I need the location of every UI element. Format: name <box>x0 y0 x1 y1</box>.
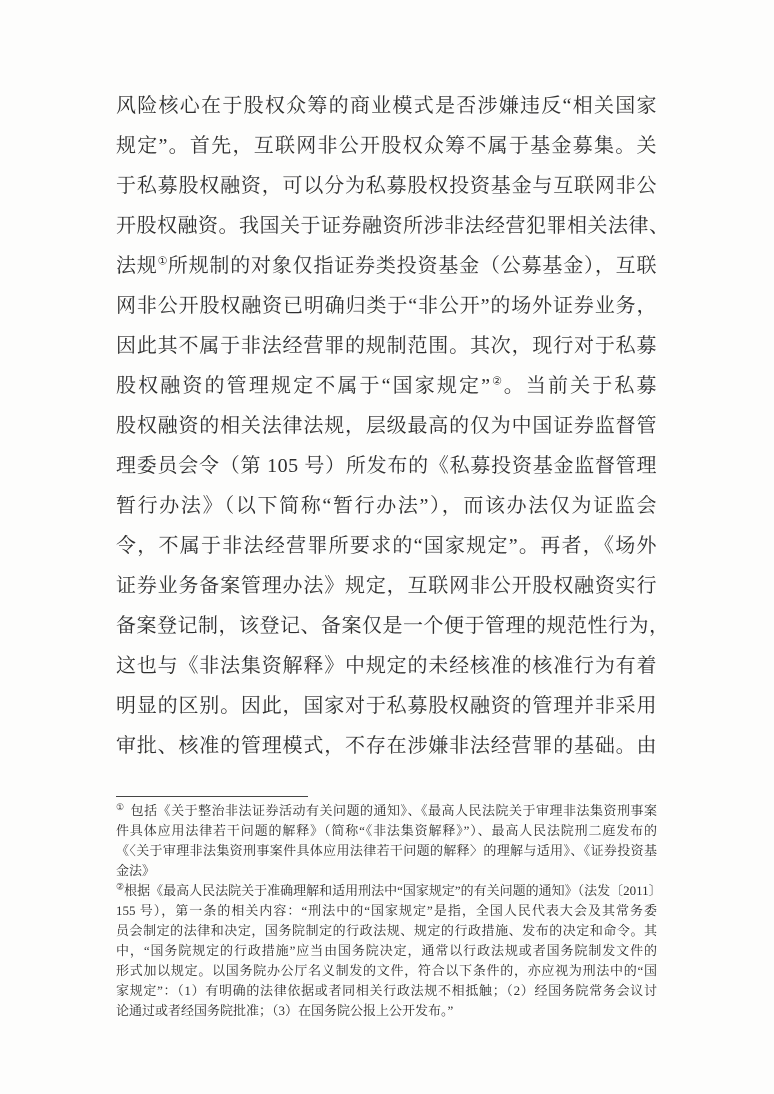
footnote-2 <box>116 881 662 1021</box>
body-text-line: 于私募股权融资，可以分为私募股权投资基金与互联网非公 <box>116 175 657 197</box>
body-text-line: 明显的区别。因此，国家对于私募股权融资的管理并非采用 <box>116 695 657 717</box>
footnote-text-line: ① 包括《关于整治非法证券活动有关问题的通知》、《最高人民法院关于审理非法集资刑事案 <box>116 801 657 818</box>
footnote-text-line: 形式加以规定。以国务院办公厅名义制发的文件，符合以下条件的，亦应视为刑法中的“国 <box>116 963 657 978</box>
body-text-line: 风险核心在于股权众筹的商业模式是否涉嫌违反“相关国家 <box>116 95 657 117</box>
body-text-line: 审批、核准的管理模式，不存在涉嫌非法经营罪的基础。由 <box>116 735 657 757</box>
footnote-reference-marker: ② <box>490 375 504 388</box>
footnote-text-line: 家规定”：（1）有明确的法律依据或者同相关行政法规不相抵触；（2）经国务院常务会议讨 <box>116 983 657 998</box>
footnote-marker: ① <box>116 801 125 812</box>
footnote-marker: ② <box>116 881 125 892</box>
body-text-line: 备案登记制，该登记、备案仅是一个便于管理的规范性行为， <box>116 615 670 637</box>
body-text-line: 股权融资的相关法律法规，层级最高的仅为中国证券监督管 <box>116 415 657 437</box>
body-text-line: 证券业务备案管理办法》规定，互联网非公开股权融资实行 <box>116 575 657 597</box>
footnote-text-line: 论通过或者经国务院批准；（3）在国务院公报上公开发布。” <box>116 1003 454 1018</box>
footnote-reference-marker: ① <box>157 255 168 268</box>
footnote-text-line: ②根据《最高人民法院关于准确理解和适用刑法中“国家规定”的有关问题的通知》（法发〔2011〕 <box>116 881 662 898</box>
footnote-text-line: 金法》 <box>116 863 156 878</box>
body-text-line: 网非公开股权融资已明确归类于“非公开”的场外证券业务， <box>116 295 657 317</box>
body-text-line: 暂行办法》（以下简称“暂行办法”），而该办法仅为证监会 <box>116 495 657 517</box>
body-text-line: 法规①所规制的对象仅指证券类投资基金（公募基金），互联 <box>116 255 657 277</box>
body-paragraph <box>116 86 670 766</box>
body-text-line: 开股权融资。我国关于证券融资所涉非法经营犯罪相关法律、 <box>116 215 670 237</box>
body-text-line: 因此其不属于非法经营罪的规制范围。其次，现行对于私募 <box>116 335 657 357</box>
body-text-line: 这也与《非法集资解释》中规定的未经核准的核准行为有着 <box>116 655 657 677</box>
footnote-text-line: 件具体应用法律若干问题的解释》（简称“《非法集资解释》”）、最高人民法院刑二庭发布的 <box>116 823 657 838</box>
footnote-text-line: 员会制定的法律和决定，国务院制定的行政法规、规定的行政措施、发布的决定和命令。其 <box>116 923 657 938</box>
body-text-line: 股权融资的管理规定不属于“国家规定”②。当前关于私募 <box>116 375 657 397</box>
footnote-text-line: 《〈关于审理非法集资刑事案件具体应用法律若干问题的解释〉的理解与适用》、《证券投资基 <box>116 843 657 858</box>
footnote-text-line: 中，“国务院规定的行政措施”应当由国务院决定，通常以行政法规或者国务院制发文件的 <box>116 943 657 958</box>
footnote-separator <box>116 796 308 797</box>
footnote-text-line: 155 号），第一条的相关内容：“刑法中的“国家规定”是指，全国人民代表大会及其常务委 <box>116 903 657 918</box>
body-text-line: 理委员会令（第 105 号）所发布的《私募投资基金监督管理 <box>116 455 657 477</box>
body-text-line: 令，不属于非法经营罪所要求的“国家规定”。再者，《场外 <box>116 535 657 557</box>
footnotes-section <box>116 801 662 1021</box>
page-content <box>116 86 670 1021</box>
body-text-line: 规定”。首先，互联网非公开股权众筹不属于基金募集。关 <box>116 135 657 157</box>
footnote-1 <box>116 801 657 881</box>
